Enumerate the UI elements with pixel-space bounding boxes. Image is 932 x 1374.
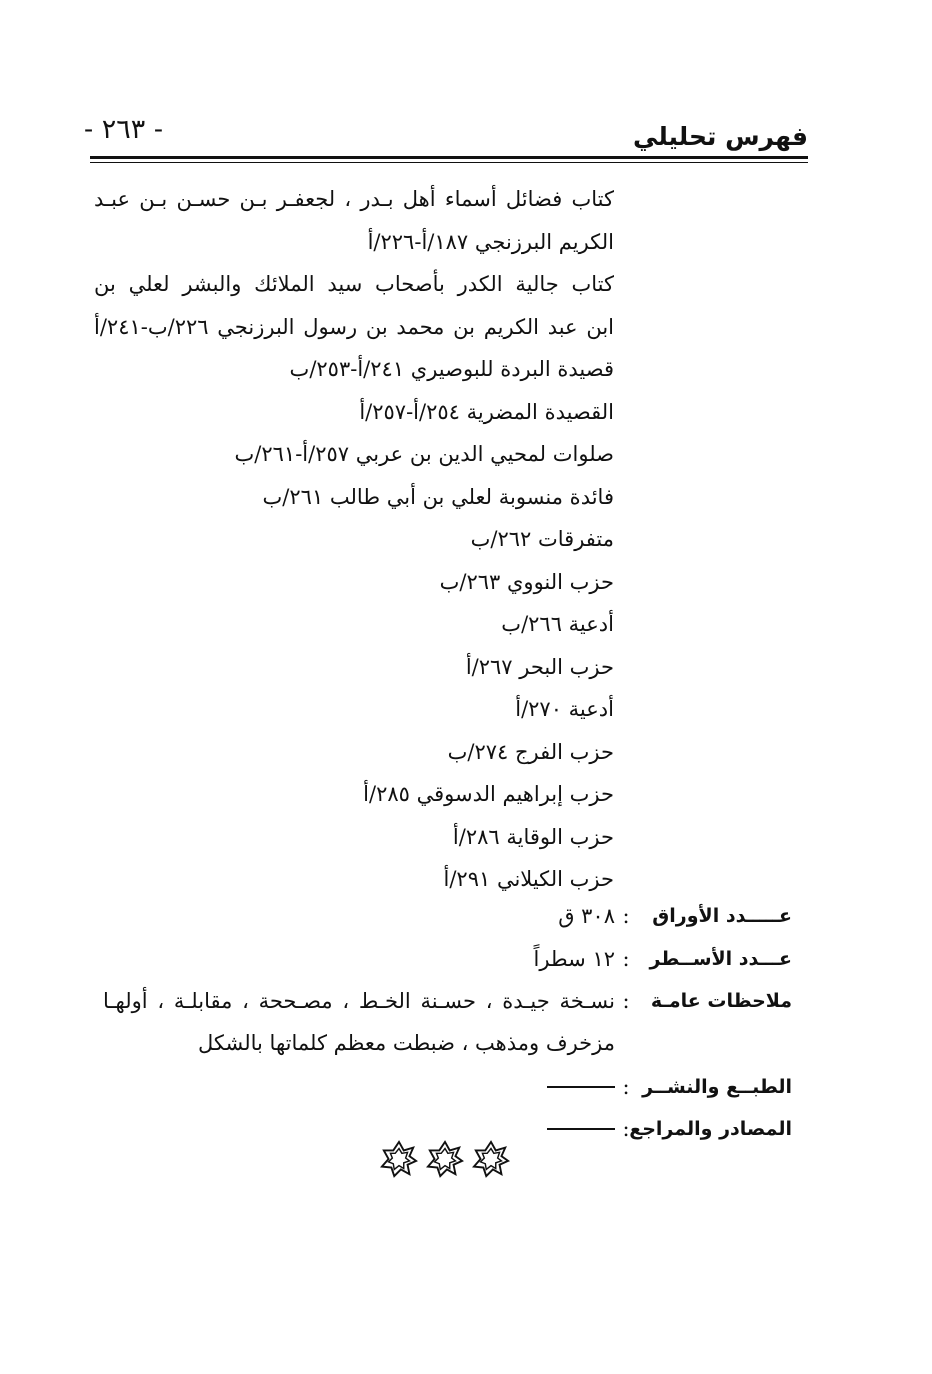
notes-colon: : [622,989,630,1013]
meta-row-lines [534,938,792,980]
notes-label: ملاحظات عامـة [650,990,792,1012]
contents-line: حزب النووي ٢٦٣/ب [439,569,614,594]
contents-line: الكريم البرزنجي ١٨٧/أ-٢٢٦/أ [367,229,614,254]
printing-colon: : [622,1075,630,1099]
contents-line: حزب البحر ٢٦٧/أ [465,654,614,679]
contents-line: أدعية ٢٦٦/ب [501,612,614,636]
contents-line: كتاب جالية الكدر بأصحاب سيد الملائك والبشر لعلي بن [94,272,614,296]
page-number: - ٢٦٣ - [84,114,163,145]
contents-line: متفرقات ٢٦٢/ب [470,527,614,551]
header-rule-thick [90,156,808,159]
contents-line: كتاب فضائل أسماء أهل بـدر ، لجعفـر بـن حسـن بـن عبـد [94,187,614,211]
leaves-colon: : [622,904,630,928]
closing-ornaments [380,1140,510,1180]
sources-value [547,1108,615,1150]
meta-row-leaves [558,895,792,937]
eight-point-star-ornament-icon [426,1140,464,1178]
contents-line: حزب إبراهيم الدسوقي ٢٨٥/أ [363,782,614,806]
printing-label: الطبــع والنشــر [642,1076,792,1098]
contents-line: ابن عبد الكريم بن محمد بن رسول البرزنجي ٢٢٦/ب-٢٤١/أ [94,314,614,339]
contents-line: القصيدة المضرية ٢٥٤/أ-٢٥٧/أ [359,399,614,424]
contents-line: أدعية ٢٧٠/أ [515,697,614,721]
notes-line: نسـخة جيـدة ، حسـنة الخـط ، مصـححة ، مقابلـة ، أولهـا [103,989,615,1013]
meta-row-sources [547,1108,792,1150]
empty-value-dash [547,1128,615,1130]
contents-line: حزب الفرج ٢٧٤/ب [447,739,614,764]
lines-colon: : [622,947,630,971]
notes-line: مزخرف ومذهب ، ضبطت معظم كلماتها بالشكل [198,1031,615,1055]
contents-line: صلوات لمحيي الدين بن عربي ٢٥٧/أ-٢٦١/ب [234,442,614,466]
leaves-label: عـــــدد الأوراق [652,905,792,927]
leaves-value: ٣٠٨ ق [558,904,615,928]
meta-row-notes [103,980,792,1064]
sources-colon: : [622,1117,630,1141]
eight-point-star-ornament-icon [380,1140,418,1178]
notes-value [103,980,615,1064]
printing-value [547,1066,615,1108]
contents-line: قصيدة البردة للبوصيري ٢٤١/أ-٢٥٣/ب [289,357,614,381]
contents-list [94,178,614,901]
empty-value-dash [547,1086,615,1088]
lines-value: ١٢ سطراً [533,947,615,971]
contents-line: فائدة منسوبة لعلي بن أبي طالب ٢٦١/ب [262,484,614,509]
running-header-title: فهرس تحليلي [633,122,808,151]
eight-point-star-ornament-icon [472,1140,510,1178]
header-rule-thin [90,162,808,163]
meta-row-printing [547,1066,792,1108]
sources-label: المصادر والمراجع [629,1118,792,1140]
contents-line: حزب الوقاية ٢٨٦/أ [452,824,614,849]
contents-line: حزب الكيلاني ٢٩١/أ [443,867,614,891]
lines-label: عـــدد الأســطر [649,948,792,970]
